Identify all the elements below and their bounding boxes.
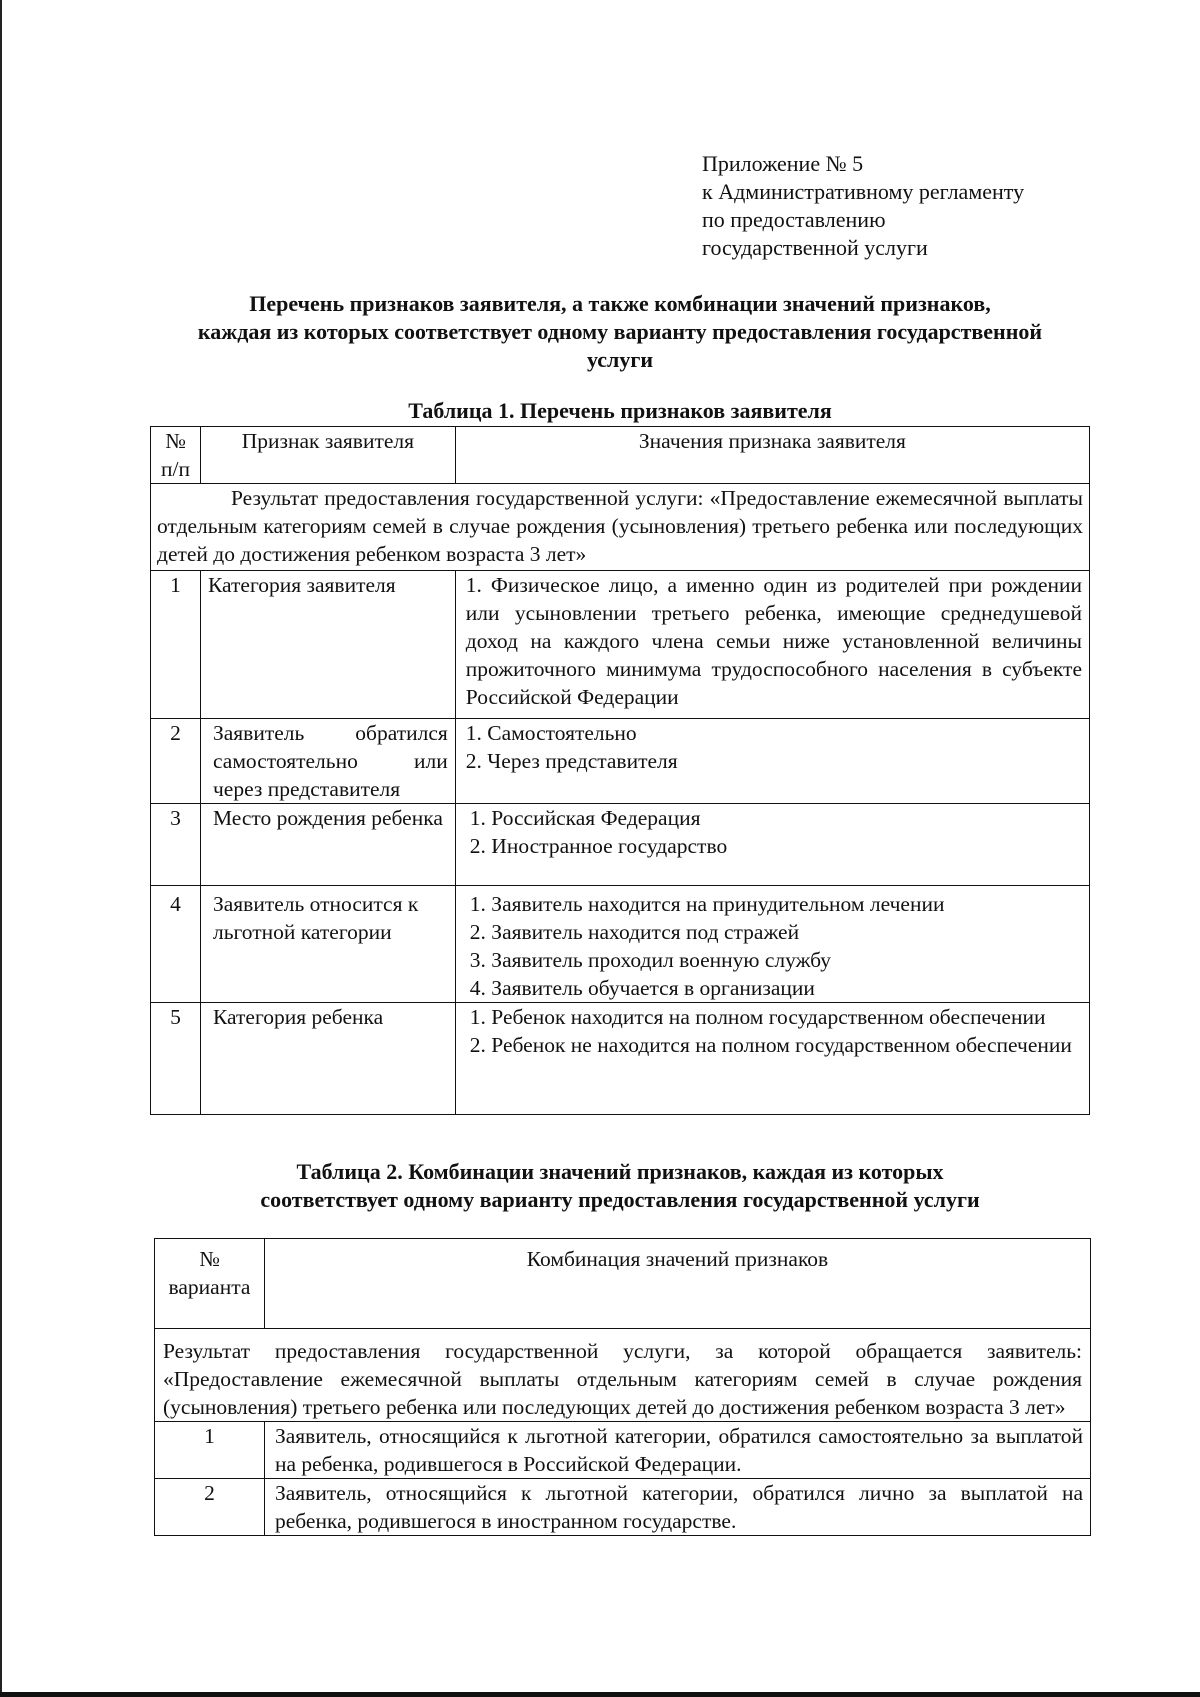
row-feature: Категория ребенка bbox=[200, 1003, 455, 1115]
value-item: 1. Самостоятельно bbox=[465, 721, 637, 745]
row-feature: Заявитель обратился самостоятельно или через представителя bbox=[200, 719, 455, 804]
title-line-3: услуги bbox=[586, 347, 654, 372]
table-row bbox=[151, 571, 1090, 719]
table2-header-row bbox=[155, 1239, 1091, 1329]
table2-caption bbox=[150, 1158, 1090, 1214]
value-item: 2. Заявитель находится под стражей bbox=[469, 920, 800, 944]
row-num: 4 bbox=[151, 886, 201, 1003]
table2-caption-line-1: Таблица 2. Комбинации значений признаков, каждая из которых bbox=[296, 1159, 944, 1184]
value-item: 1. Заявитель находится на принудительном лечении bbox=[469, 892, 945, 916]
variant-num: 2 bbox=[155, 1479, 265, 1536]
value-item: 1. Ребенок находится на полном государственном обеспечении bbox=[469, 1005, 1046, 1029]
row-feature: Место рождения ребенка bbox=[200, 804, 455, 886]
annex-line-3: по предоставлению bbox=[702, 207, 886, 232]
row-feature: Заявитель относится к льготной категории bbox=[200, 886, 455, 1003]
annex-line-1: Приложение № 5 bbox=[702, 151, 864, 176]
table1-caption: Таблица 1. Перечень признаков заявителя bbox=[408, 398, 832, 423]
table-row bbox=[151, 804, 1090, 886]
row-values bbox=[455, 719, 1089, 804]
variant-combo: Заявитель, относящийся к льготной категории, обратился самостоятельно за выплатой на ребенка, родившегося в Российской Федерации. bbox=[264, 1422, 1090, 1479]
table-row bbox=[151, 886, 1090, 1003]
row-num: 3 bbox=[151, 804, 201, 886]
table2-caption-line-2: соответствует одному варианту предоставления государственной услуги bbox=[260, 1187, 980, 1212]
header-num: № п/п bbox=[151, 427, 201, 484]
value-item: 4. Заявитель обучается в организации bbox=[469, 976, 815, 1000]
header-values: Значения признака заявителя bbox=[455, 427, 1089, 484]
value-item: 2. Через представителя bbox=[465, 749, 678, 773]
row-value: 1. Физическое лицо, а именно один из родителей при рождении или усыновлении третьего ребенка, имеющие среднедушевой доход на каждого члена семьи ниже установленной величины прожиточного минимума трудоспособного населения в субъекте Российской Федерации bbox=[455, 571, 1089, 719]
variants-table bbox=[154, 1238, 1091, 1536]
variant-combo: Заявитель, относящийся к льготной категории, обратился лично за выплатой на ребенка, родившегося в иностранном государстве. bbox=[264, 1479, 1090, 1536]
row-num: 5 bbox=[151, 1003, 201, 1115]
table-row bbox=[155, 1422, 1091, 1479]
table-row bbox=[155, 1479, 1091, 1536]
annex-line-4: государственной услуги bbox=[702, 235, 928, 260]
scan-bottom-edge bbox=[0, 1692, 1200, 1697]
table-row bbox=[151, 719, 1090, 804]
annex-line-2: к Административному регламенту bbox=[702, 179, 1025, 204]
header-combo: Комбинация значений признаков bbox=[264, 1239, 1090, 1329]
annex-header bbox=[702, 150, 1024, 262]
row-values bbox=[455, 804, 1089, 886]
document-title bbox=[130, 290, 1110, 374]
table1-header-row bbox=[151, 427, 1090, 484]
table1-result-text: Результат предоставления государственной услуги: «Предоставление ежемесячной выплаты отдельным категориям семей в случае рождения (усыновления) третьего ребенка или последующих детей до достижения ребенком возраста 3 лет» bbox=[151, 484, 1090, 571]
value-item: 2. Ребенок не находится на полном государственном обеспечении bbox=[469, 1033, 1072, 1057]
table-row bbox=[151, 1003, 1090, 1115]
features-table bbox=[150, 426, 1090, 1115]
row-feature: Категория заявителя bbox=[200, 571, 455, 719]
variant-num: 1 bbox=[155, 1422, 265, 1479]
title-line-2: каждая из которых соответствует одному варианту предоставления государственной bbox=[197, 319, 1043, 344]
row-num: 1 bbox=[151, 571, 201, 719]
value-item: 3. Заявитель проходил военную службу bbox=[469, 948, 832, 972]
value-item: 1. Российская Федерация bbox=[469, 806, 701, 830]
title-line-1: Перечень признаков заявителя, а также комбинации значений признаков, bbox=[249, 291, 991, 316]
header-feature: Признак заявителя bbox=[200, 427, 455, 484]
table2-result-text: Результат предоставления государственной услуги, за которой обращается заявитель: «Предоставление ежемесячной выплаты отдельным категориям семей в случае рождения (усыновления) третьего ребенка или последующих детей до достижения ребенком возраста 3 лет» bbox=[155, 1329, 1091, 1422]
table1-result-row bbox=[151, 484, 1090, 571]
row-values bbox=[455, 1003, 1089, 1115]
table2-result-row bbox=[155, 1329, 1091, 1422]
value-item: 2. Иностранное государство bbox=[469, 834, 728, 858]
scan-left-edge bbox=[0, 0, 2, 1697]
header-variant-num: № варианта bbox=[155, 1239, 265, 1329]
row-num: 2 bbox=[151, 719, 201, 804]
row-values bbox=[455, 886, 1089, 1003]
